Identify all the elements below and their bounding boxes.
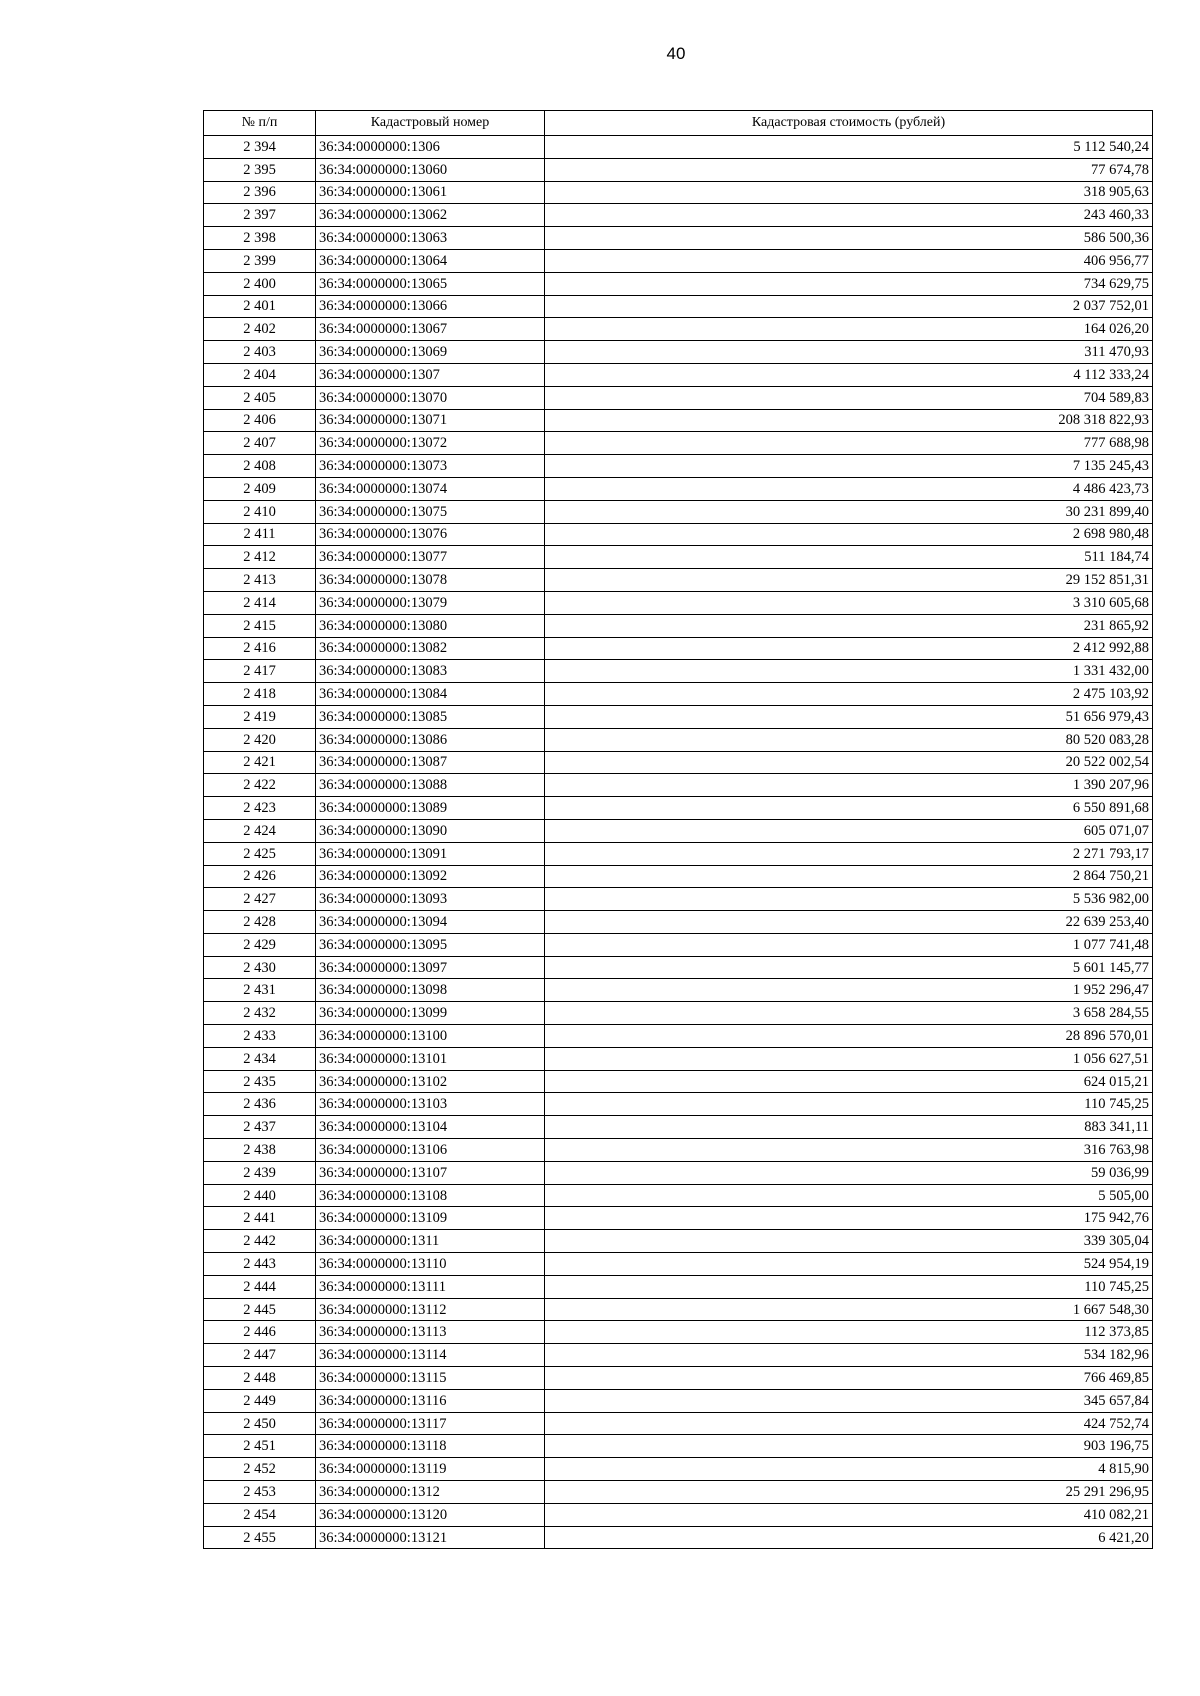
cadastral-value-cell: 59 036,99 <box>545 1161 1153 1184</box>
cadastral-value-cell: 2 037 752,01 <box>545 295 1153 318</box>
cadastral-number-cell: 36:34:0000000:13087 <box>316 751 545 774</box>
cadastral-number-cell: 36:34:0000000:13079 <box>316 591 545 614</box>
page-number: 40 <box>666 44 686 63</box>
cadastral-value-cell: 51 656 979,43 <box>545 705 1153 728</box>
table-row <box>204 227 1153 250</box>
table-row <box>204 1230 1153 1253</box>
table-row <box>204 1526 1153 1549</box>
cadastral-number-cell: 36:34:0000000:13108 <box>316 1184 545 1207</box>
cadastral-number-cell: 36:34:0000000:13117 <box>316 1412 545 1435</box>
cadastral-value-cell: 1 667 548,30 <box>545 1298 1153 1321</box>
cadastral-value-cell: 5 601 145,77 <box>545 956 1153 979</box>
cadastral-value-cell: 524 954,19 <box>545 1253 1153 1276</box>
row-number-cell: 2 428 <box>204 911 316 934</box>
row-number-cell: 2 407 <box>204 432 316 455</box>
cadastral-value-cell: 766 469,85 <box>545 1367 1153 1390</box>
table-row <box>204 341 1153 364</box>
cadastral-value-cell: 22 639 253,40 <box>545 911 1153 934</box>
table-row <box>204 432 1153 455</box>
table-row <box>204 477 1153 500</box>
cadastral-value-cell: 1 390 207,96 <box>545 774 1153 797</box>
row-number-cell: 2 435 <box>204 1070 316 1093</box>
cadastral-number-cell: 36:34:0000000:13111 <box>316 1275 545 1298</box>
cadastral-number-cell: 36:34:0000000:13090 <box>316 819 545 842</box>
cadastral-number-cell: 36:34:0000000:13071 <box>316 409 545 432</box>
cadastral-value-cell: 7 135 245,43 <box>545 455 1153 478</box>
cadastral-value-cell: 1 056 627,51 <box>545 1047 1153 1070</box>
header-cadastral-number: Кадастровый номер <box>316 111 545 136</box>
cadastral-value-cell: 175 942,76 <box>545 1207 1153 1230</box>
cadastral-number-cell: 36:34:0000000:13110 <box>316 1253 545 1276</box>
table-row <box>204 819 1153 842</box>
row-number-cell: 2 403 <box>204 341 316 364</box>
table-row <box>204 865 1153 888</box>
cadastral-number-cell: 36:34:0000000:13106 <box>316 1139 545 1162</box>
cadastral-number-cell: 36:34:0000000:13062 <box>316 204 545 227</box>
row-number-cell: 2 412 <box>204 546 316 569</box>
row-number-cell: 2 399 <box>204 249 316 272</box>
table-row <box>204 1002 1153 1025</box>
cadastral-number-cell: 36:34:0000000:13094 <box>316 911 545 934</box>
cadastral-number-cell: 36:34:0000000:13082 <box>316 637 545 660</box>
cadastral-value-cell: 112 373,85 <box>545 1321 1153 1344</box>
table-row <box>204 705 1153 728</box>
table-row <box>204 1298 1153 1321</box>
row-number-cell: 2 414 <box>204 591 316 614</box>
cadastral-number-cell: 36:34:0000000:13107 <box>316 1161 545 1184</box>
row-number-cell: 2 394 <box>204 136 316 159</box>
table-row <box>204 318 1153 341</box>
table-header <box>204 111 1153 136</box>
cadastral-value-cell: 110 745,25 <box>545 1275 1153 1298</box>
cadastral-number-cell: 36:34:0000000:13066 <box>316 295 545 318</box>
row-number-cell: 2 422 <box>204 774 316 797</box>
row-number-cell: 2 396 <box>204 181 316 204</box>
row-number-cell: 2 423 <box>204 797 316 820</box>
cadastral-number-cell: 36:34:0000000:13091 <box>316 842 545 865</box>
row-number-cell: 2 404 <box>204 363 316 386</box>
cadastral-value-cell: 704 589,83 <box>545 386 1153 409</box>
cadastral-value-cell: 6 421,20 <box>545 1526 1153 1549</box>
cadastral-number-cell: 36:34:0000000:13104 <box>316 1116 545 1139</box>
row-number-cell: 2 448 <box>204 1367 316 1390</box>
row-number-cell: 2 455 <box>204 1526 316 1549</box>
table-row <box>204 1093 1153 1116</box>
row-number-cell: 2 437 <box>204 1116 316 1139</box>
cadastral-value-cell: 29 152 851,31 <box>545 569 1153 592</box>
row-number-cell: 2 432 <box>204 1002 316 1025</box>
table-row <box>204 523 1153 546</box>
cadastral-number-cell: 36:34:0000000:13085 <box>316 705 545 728</box>
table-row <box>204 409 1153 432</box>
cadastral-value-cell: 25 291 296,95 <box>545 1481 1153 1504</box>
cadastral-number-cell: 36:34:0000000:13119 <box>316 1458 545 1481</box>
row-number-cell: 2 449 <box>204 1389 316 1412</box>
cadastral-number-cell: 36:34:0000000:13092 <box>316 865 545 888</box>
header-row-number: № п/п <box>204 111 316 136</box>
cadastral-number-cell: 36:34:0000000:13061 <box>316 181 545 204</box>
cadastral-number-cell: 36:34:0000000:13103 <box>316 1093 545 1116</box>
row-number-cell: 2 433 <box>204 1025 316 1048</box>
cadastral-value-cell: 406 956,77 <box>545 249 1153 272</box>
cadastral-number-cell: 36:34:0000000:13083 <box>316 660 545 683</box>
cadastral-value-cell: 534 182,96 <box>545 1344 1153 1367</box>
table-row <box>204 546 1153 569</box>
cadastral-number-cell: 36:34:0000000:13063 <box>316 227 545 250</box>
cadastral-value-cell: 231 865,92 <box>545 614 1153 637</box>
table-row <box>204 591 1153 614</box>
row-number-cell: 2 438 <box>204 1139 316 1162</box>
table-row <box>204 1116 1153 1139</box>
row-number-cell: 2 421 <box>204 751 316 774</box>
cadastral-number-cell: 36:34:0000000:13070 <box>316 386 545 409</box>
table-row <box>204 272 1153 295</box>
row-number-cell: 2 441 <box>204 1207 316 1230</box>
row-number-cell: 2 398 <box>204 227 316 250</box>
row-number-cell: 2 443 <box>204 1253 316 1276</box>
table-row <box>204 455 1153 478</box>
table-row <box>204 1367 1153 1390</box>
row-number-cell: 2 445 <box>204 1298 316 1321</box>
row-number-cell: 2 406 <box>204 409 316 432</box>
table-row <box>204 1458 1153 1481</box>
cadastral-value-cell: 5 536 982,00 <box>545 888 1153 911</box>
table-row <box>204 1481 1153 1504</box>
table-row <box>204 1025 1153 1048</box>
cadastral-number-cell: 36:34:0000000:13121 <box>316 1526 545 1549</box>
cadastral-value-cell: 28 896 570,01 <box>545 1025 1153 1048</box>
table-row <box>204 1321 1153 1344</box>
cadastral-value-cell: 77 674,78 <box>545 158 1153 181</box>
cadastral-value-cell: 20 522 002,54 <box>545 751 1153 774</box>
cadastral-value-cell: 318 905,63 <box>545 181 1153 204</box>
table-row <box>204 842 1153 865</box>
table-row <box>204 888 1153 911</box>
cadastral-number-cell: 36:34:0000000:13099 <box>316 1002 545 1025</box>
row-number-cell: 2 427 <box>204 888 316 911</box>
cadastral-number-cell: 36:34:0000000:13093 <box>316 888 545 911</box>
table-row <box>204 181 1153 204</box>
cadastral-value-cell: 1 077 741,48 <box>545 933 1153 956</box>
cadastral-value-cell: 410 082,21 <box>545 1503 1153 1526</box>
cadastral-value-cell: 339 305,04 <box>545 1230 1153 1253</box>
cadastral-number-cell: 36:34:0000000:13113 <box>316 1321 545 1344</box>
row-number-cell: 2 436 <box>204 1093 316 1116</box>
table-row <box>204 614 1153 637</box>
row-number-cell: 2 429 <box>204 933 316 956</box>
row-number-cell: 2 408 <box>204 455 316 478</box>
cadastral-number-cell: 36:34:0000000:1306 <box>316 136 545 159</box>
cadastral-number-cell: 36:34:0000000:13074 <box>316 477 545 500</box>
cadastral-value-cell: 2 698 980,48 <box>545 523 1153 546</box>
cadastral-number-cell: 36:34:0000000:13115 <box>316 1367 545 1390</box>
row-number-cell: 2 426 <box>204 865 316 888</box>
cadastral-number-cell: 36:34:0000000:13060 <box>316 158 545 181</box>
row-number-cell: 2 410 <box>204 500 316 523</box>
cadastral-value-cell: 30 231 899,40 <box>545 500 1153 523</box>
row-number-cell: 2 401 <box>204 295 316 318</box>
table-row <box>204 569 1153 592</box>
cadastral-value-cell: 3 658 284,55 <box>545 1002 1153 1025</box>
table-row <box>204 136 1153 159</box>
cadastral-value-cell: 624 015,21 <box>545 1070 1153 1093</box>
cadastral-value-cell: 345 657,84 <box>545 1389 1153 1412</box>
cadastral-value-cell: 4 815,90 <box>545 1458 1153 1481</box>
row-number-cell: 2 411 <box>204 523 316 546</box>
cadastral-value-table <box>203 110 1153 1549</box>
cadastral-number-cell: 36:34:0000000:13073 <box>316 455 545 478</box>
table-row <box>204 295 1153 318</box>
table-row <box>204 1344 1153 1367</box>
row-number-cell: 2 425 <box>204 842 316 865</box>
cadastral-value-cell: 316 763,98 <box>545 1139 1153 1162</box>
table-row <box>204 1503 1153 1526</box>
cadastral-number-cell: 36:34:0000000:1307 <box>316 363 545 386</box>
row-number-cell: 2 397 <box>204 204 316 227</box>
cadastral-value-cell: 903 196,75 <box>545 1435 1153 1458</box>
table-row <box>204 1207 1153 1230</box>
cadastral-value-cell: 605 071,07 <box>545 819 1153 842</box>
cadastral-value-cell: 4 486 423,73 <box>545 477 1153 500</box>
row-number-cell: 2 409 <box>204 477 316 500</box>
table-row <box>204 751 1153 774</box>
table-row <box>204 1253 1153 1276</box>
table-row <box>204 797 1153 820</box>
cadastral-value-cell: 2 475 103,92 <box>545 683 1153 706</box>
table-row <box>204 683 1153 706</box>
row-number-cell: 2 400 <box>204 272 316 295</box>
cadastral-number-cell: 36:34:0000000:1312 <box>316 1481 545 1504</box>
cadastral-value-cell: 2 271 793,17 <box>545 842 1153 865</box>
cadastral-number-cell: 36:34:0000000:1311 <box>316 1230 545 1253</box>
cadastral-value-cell: 586 500,36 <box>545 227 1153 250</box>
cadastral-value-cell: 424 752,74 <box>545 1412 1153 1435</box>
row-number-cell: 2 434 <box>204 1047 316 1070</box>
cadastral-value-cell: 2 412 992,88 <box>545 637 1153 660</box>
cadastral-value-cell: 110 745,25 <box>545 1093 1153 1116</box>
row-number-cell: 2 405 <box>204 386 316 409</box>
row-number-cell: 2 453 <box>204 1481 316 1504</box>
table-header-row <box>204 111 1153 136</box>
table-row <box>204 1047 1153 1070</box>
table-row <box>204 728 1153 751</box>
row-number-cell: 2 440 <box>204 1184 316 1207</box>
row-number-cell: 2 454 <box>204 1503 316 1526</box>
cadastral-number-cell: 36:34:0000000:13118 <box>316 1435 545 1458</box>
table-row <box>204 660 1153 683</box>
cadastral-number-cell: 36:34:0000000:13120 <box>316 1503 545 1526</box>
row-number-cell: 2 451 <box>204 1435 316 1458</box>
table-row <box>204 1161 1153 1184</box>
table-row <box>204 933 1153 956</box>
table-row <box>204 204 1153 227</box>
cadastral-number-cell: 36:34:0000000:13064 <box>316 249 545 272</box>
cadastral-value-cell: 4 112 333,24 <box>545 363 1153 386</box>
cadastral-value-cell: 777 688,98 <box>545 432 1153 455</box>
table-row <box>204 158 1153 181</box>
cadastral-number-cell: 36:34:0000000:13109 <box>316 1207 545 1230</box>
table-row <box>204 1184 1153 1207</box>
row-number-cell: 2 415 <box>204 614 316 637</box>
table-row <box>204 1389 1153 1412</box>
table-row <box>204 500 1153 523</box>
row-number-cell: 2 416 <box>204 637 316 660</box>
cadastral-value-cell: 1 952 296,47 <box>545 979 1153 1002</box>
cadastral-value-cell: 164 026,20 <box>545 318 1153 341</box>
cadastral-number-cell: 36:34:0000000:13088 <box>316 774 545 797</box>
row-number-cell: 2 413 <box>204 569 316 592</box>
cadastral-number-cell: 36:34:0000000:13076 <box>316 523 545 546</box>
cadastral-value-cell: 734 629,75 <box>545 272 1153 295</box>
table-row <box>204 1275 1153 1298</box>
cadastral-number-cell: 36:34:0000000:13112 <box>316 1298 545 1321</box>
cadastral-number-cell: 36:34:0000000:13095 <box>316 933 545 956</box>
cadastral-number-cell: 36:34:0000000:13069 <box>316 341 545 364</box>
row-number-cell: 2 418 <box>204 683 316 706</box>
row-number-cell: 2 444 <box>204 1275 316 1298</box>
cadastral-number-cell: 36:34:0000000:13101 <box>316 1047 545 1070</box>
table-row <box>204 249 1153 272</box>
cadastral-number-cell: 36:34:0000000:13080 <box>316 614 545 637</box>
row-number-cell: 2 439 <box>204 1161 316 1184</box>
cadastral-number-cell: 36:34:0000000:13089 <box>316 797 545 820</box>
cadastral-value-cell: 5 505,00 <box>545 1184 1153 1207</box>
row-number-cell: 2 452 <box>204 1458 316 1481</box>
cadastral-number-cell: 36:34:0000000:13097 <box>316 956 545 979</box>
table-body <box>204 136 1153 1549</box>
table-row <box>204 1070 1153 1093</box>
cadastral-value-cell: 208 318 822,93 <box>545 409 1153 432</box>
row-number-cell: 2 424 <box>204 819 316 842</box>
cadastral-value-cell: 3 310 605,68 <box>545 591 1153 614</box>
cadastral-number-cell: 36:34:0000000:13102 <box>316 1070 545 1093</box>
row-number-cell: 2 446 <box>204 1321 316 1344</box>
table-row <box>204 1435 1153 1458</box>
cadastral-value-cell: 883 341,11 <box>545 1116 1153 1139</box>
cadastral-value-cell: 243 460,33 <box>545 204 1153 227</box>
table-row <box>204 979 1153 1002</box>
cadastral-number-cell: 36:34:0000000:13098 <box>316 979 545 1002</box>
cadastral-value-cell: 6 550 891,68 <box>545 797 1153 820</box>
cadastral-value-cell: 5 112 540,24 <box>545 136 1153 159</box>
cadastral-number-cell: 36:34:0000000:13100 <box>316 1025 545 1048</box>
cadastral-number-cell: 36:34:0000000:13065 <box>316 272 545 295</box>
cadastral-number-cell: 36:34:0000000:13116 <box>316 1389 545 1412</box>
row-number-cell: 2 402 <box>204 318 316 341</box>
cadastral-value-cell: 511 184,74 <box>545 546 1153 569</box>
cadastral-table-container <box>203 110 1152 1549</box>
header-cadastral-value: Кадастровая стоимость (рублей) <box>545 111 1153 136</box>
table-row <box>204 386 1153 409</box>
row-number-cell: 2 431 <box>204 979 316 1002</box>
row-number-cell: 2 419 <box>204 705 316 728</box>
table-row <box>204 363 1153 386</box>
table-row <box>204 956 1153 979</box>
cadastral-number-cell: 36:34:0000000:13075 <box>316 500 545 523</box>
table-row <box>204 637 1153 660</box>
cadastral-number-cell: 36:34:0000000:13067 <box>316 318 545 341</box>
cadastral-number-cell: 36:34:0000000:13077 <box>316 546 545 569</box>
row-number-cell: 2 430 <box>204 956 316 979</box>
row-number-cell: 2 417 <box>204 660 316 683</box>
cadastral-number-cell: 36:34:0000000:13084 <box>316 683 545 706</box>
cadastral-number-cell: 36:34:0000000:13072 <box>316 432 545 455</box>
cadastral-value-cell: 311 470,93 <box>545 341 1153 364</box>
row-number-cell: 2 420 <box>204 728 316 751</box>
cadastral-value-cell: 2 864 750,21 <box>545 865 1153 888</box>
table-row <box>204 1139 1153 1162</box>
cadastral-number-cell: 36:34:0000000:13078 <box>316 569 545 592</box>
cadastral-number-cell: 36:34:0000000:13086 <box>316 728 545 751</box>
table-row <box>204 1412 1153 1435</box>
cadastral-value-cell: 1 331 432,00 <box>545 660 1153 683</box>
table-row <box>204 911 1153 934</box>
row-number-cell: 2 395 <box>204 158 316 181</box>
table-row <box>204 774 1153 797</box>
row-number-cell: 2 450 <box>204 1412 316 1435</box>
cadastral-number-cell: 36:34:0000000:13114 <box>316 1344 545 1367</box>
cadastral-value-cell: 80 520 083,28 <box>545 728 1153 751</box>
row-number-cell: 2 447 <box>204 1344 316 1367</box>
row-number-cell: 2 442 <box>204 1230 316 1253</box>
